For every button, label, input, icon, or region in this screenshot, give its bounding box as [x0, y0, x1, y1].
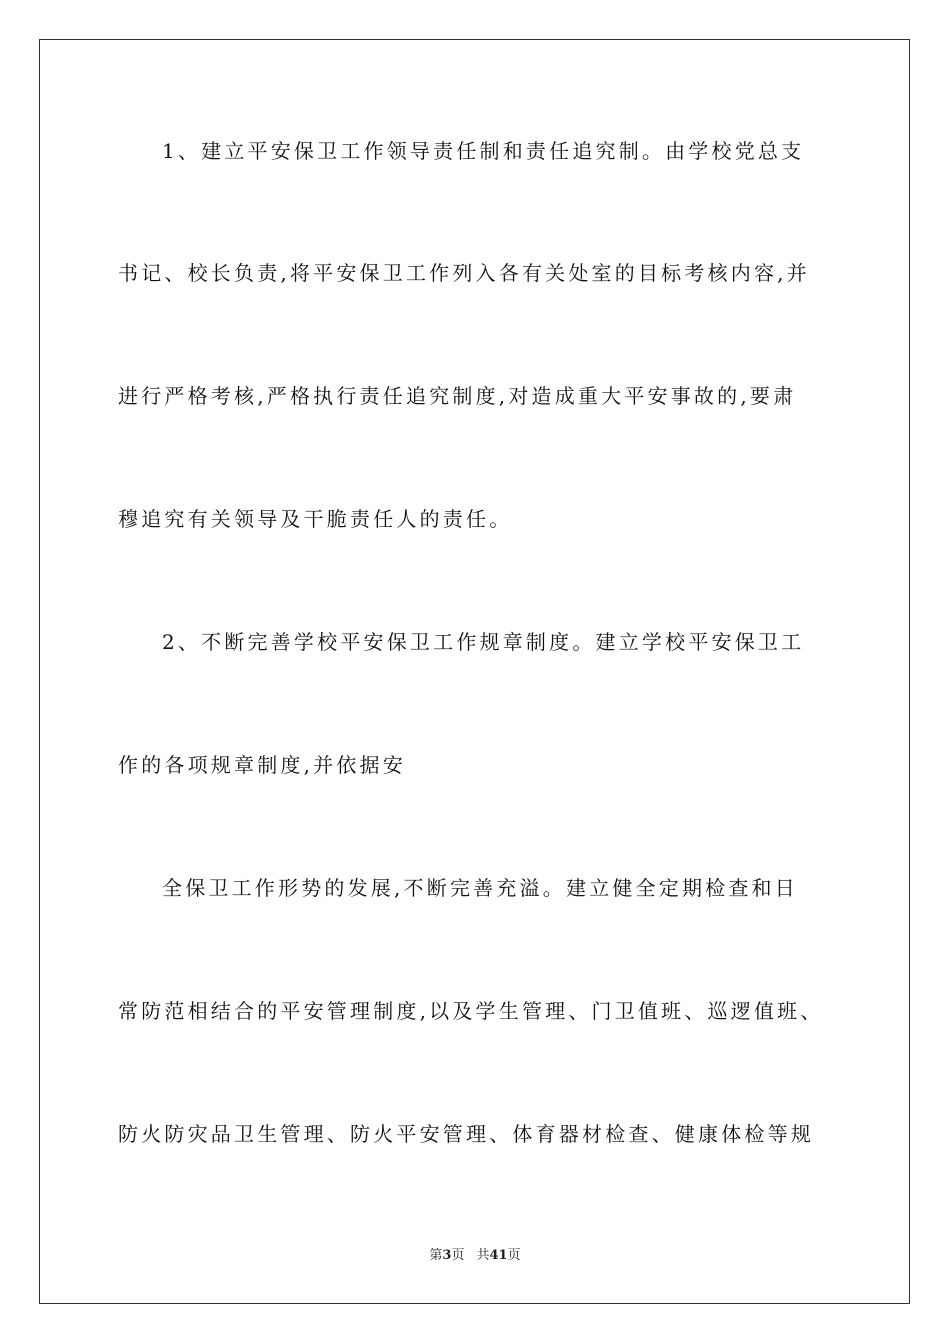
paragraph-2-line-1: 2、不断完善学校平安保卫工作规章制度。建立学校平安保卫工 — [162, 630, 805, 654]
footer-total-suffix: 页 — [507, 1248, 521, 1263]
footer-page-suffix: 页 — [451, 1248, 465, 1263]
page-footer — [0, 1247, 950, 1265]
footer-total-prefix: 共 — [476, 1248, 490, 1263]
page-border — [39, 39, 910, 1304]
footer-total-pages: 41 — [489, 1248, 508, 1263]
paragraph-1-line-2: 书记、校长负责,将平安保卫工作列入各有关处室的目标考核内容,并 — [118, 261, 810, 285]
footer-page-prefix: 第 — [429, 1248, 443, 1263]
paragraph-3-line-1: 全保卫工作形势的发展,不断完善充溢。建立健全定期检查和日 — [162, 876, 798, 900]
paragraph-1-line-3: 进行严格考核,严格执行责任追究制度,对造成重大平安事故的,要肃 — [118, 384, 797, 408]
paragraph-3-line-3: 防火防灾品卫生管理、防火平安管理、体育器材检查、健康体检等规 — [118, 1122, 814, 1146]
footer-page-number: 3 — [442, 1248, 452, 1263]
paragraph-1-line-1: 1、建立平安保卫工作领导责任制和责任追究制。由学校党总支 — [162, 139, 805, 163]
paragraph-3-line-2: 常防范相结合的平安管理制度,以及学生管理、门卫值班、巡逻值班、 — [118, 999, 824, 1023]
paragraph-2-line-2: 作的各项规章制度,并依据安 — [118, 753, 406, 777]
paragraph-1-line-4: 穆追究有关领导及干脆责任人的责任。 — [118, 507, 513, 531]
